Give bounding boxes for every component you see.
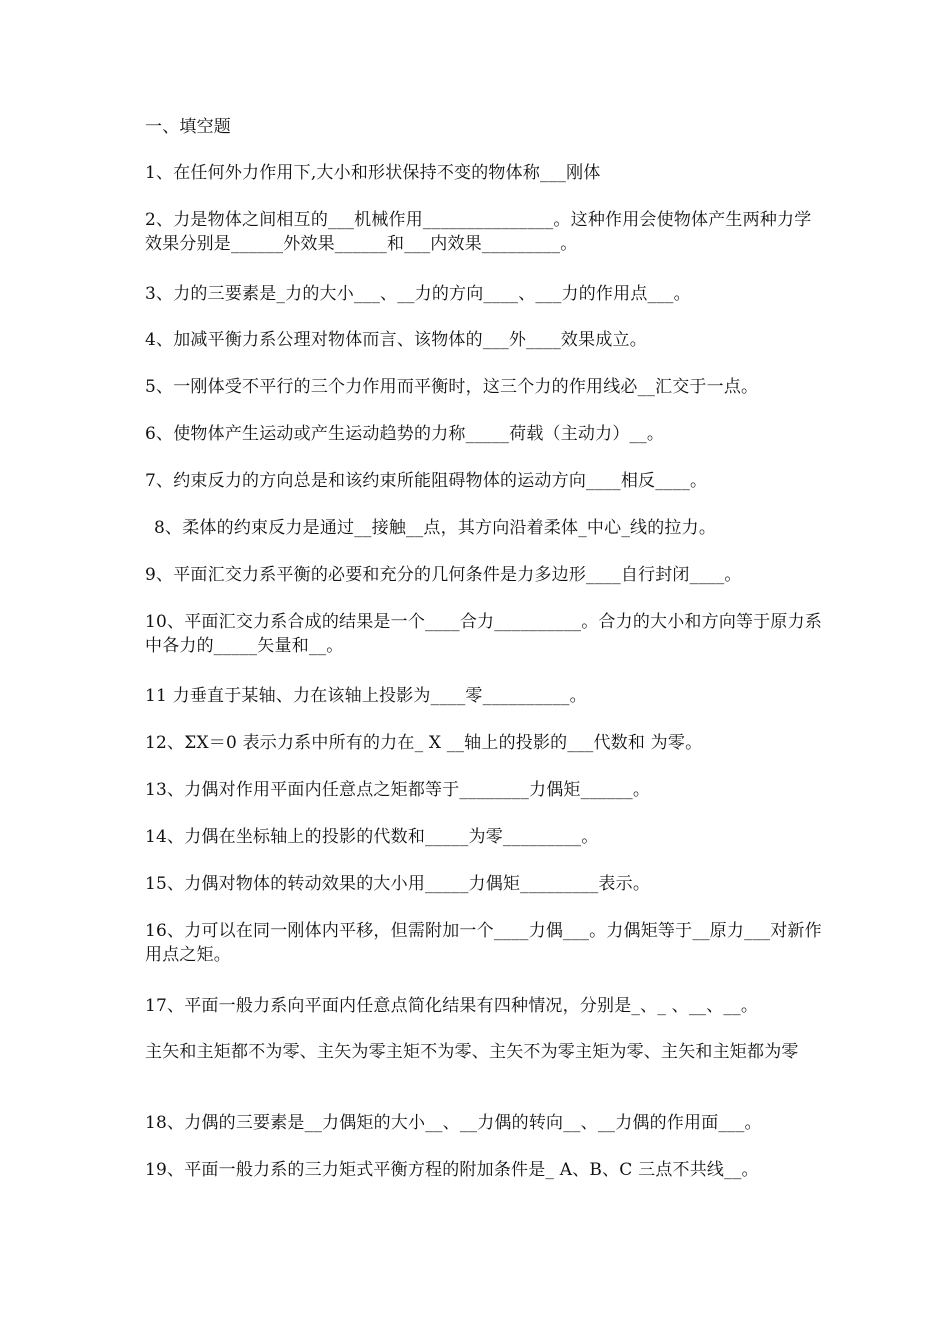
question-12: 12、ΣX＝0 表示力系中所有的力在_ X __轴上的投影的___代数和 为零。: [145, 733, 703, 753]
question-6: 6、使物体产生运动或产生运动趋势的力称_____荷载（主动力）__。: [145, 424, 665, 444]
question-1: 1、在任何外力作用下,大小和形状保持不变的物体称___刚体: [145, 163, 601, 183]
question-9: 9、平面汇交力系平衡的必要和充分的几何条件是力多边形____自行封闭____。: [145, 565, 742, 585]
question-15: 15、力偶对物体的转动效果的大小用_____力偶矩_________表示。: [145, 874, 651, 894]
question-10: 10、平面汇交力系合成的结果是一个____合力__________。合力的大小和方向等于原力系中各力的_____矢量和__。: [145, 612, 823, 656]
question-4: 4、加减平衡力系公理对物体而言、该物体的___外____效果成立。: [145, 330, 647, 350]
question-18: 18、力偶的三要素是__力偶矩的大小__、__力偶的转向__、__力偶的作用面___。: [145, 1113, 762, 1133]
section-heading: 一、填空题: [145, 117, 231, 137]
question-17: 17、平面一般力系向平面内任意点简化结果有四种情况，分别是_、_ 、__、__。: [145, 996, 759, 1016]
question-16: 16、力可以在同一刚体内平移，但需附加一个____力偶___。力偶矩等于__原力___对新作用点之矩。: [145, 921, 822, 965]
question-19: 19、平面一般力系的三力矩式平衡方程的附加条件是_ A、B、C 三点不共线__。: [145, 1160, 759, 1180]
question-14: 14、力偶在坐标轴上的投影的代数和_____为零_________。: [145, 827, 599, 847]
question-2: 2、力是物体之间相互的___机械作用_______________。这种作用会使物体产生两种力学效果分别是______外效果______和___内效果_________。: [145, 210, 812, 254]
question-11: 11 力垂直于某轴、力在该轴上投影为____零__________。: [145, 686, 587, 706]
question-5: 5、一刚体受不平行的三个力作用而平衡时，这三个力的作用线必__汇交于一点。: [145, 377, 759, 397]
question-3: 3、力的三要素是_力的大小___、__力的方向____、___力的作用点___。: [145, 284, 691, 304]
question-17-answer: 主矢和主矩都不为零、主矢为零主矩不为零、主矢不为零主矩为零、主矢和主矩都为零: [145, 1042, 799, 1062]
question-8: 8、柔体的约束反力是通过__接触__点，其方向沿着柔体_中心_线的拉力。: [154, 518, 717, 538]
question-7: 7、约束反力的方向总是和该约束所能阻碍物体的运动方向____相反____。: [145, 471, 708, 491]
question-13: 13、力偶对作用平面内任意点之矩都等于________力偶矩______。: [145, 780, 651, 800]
